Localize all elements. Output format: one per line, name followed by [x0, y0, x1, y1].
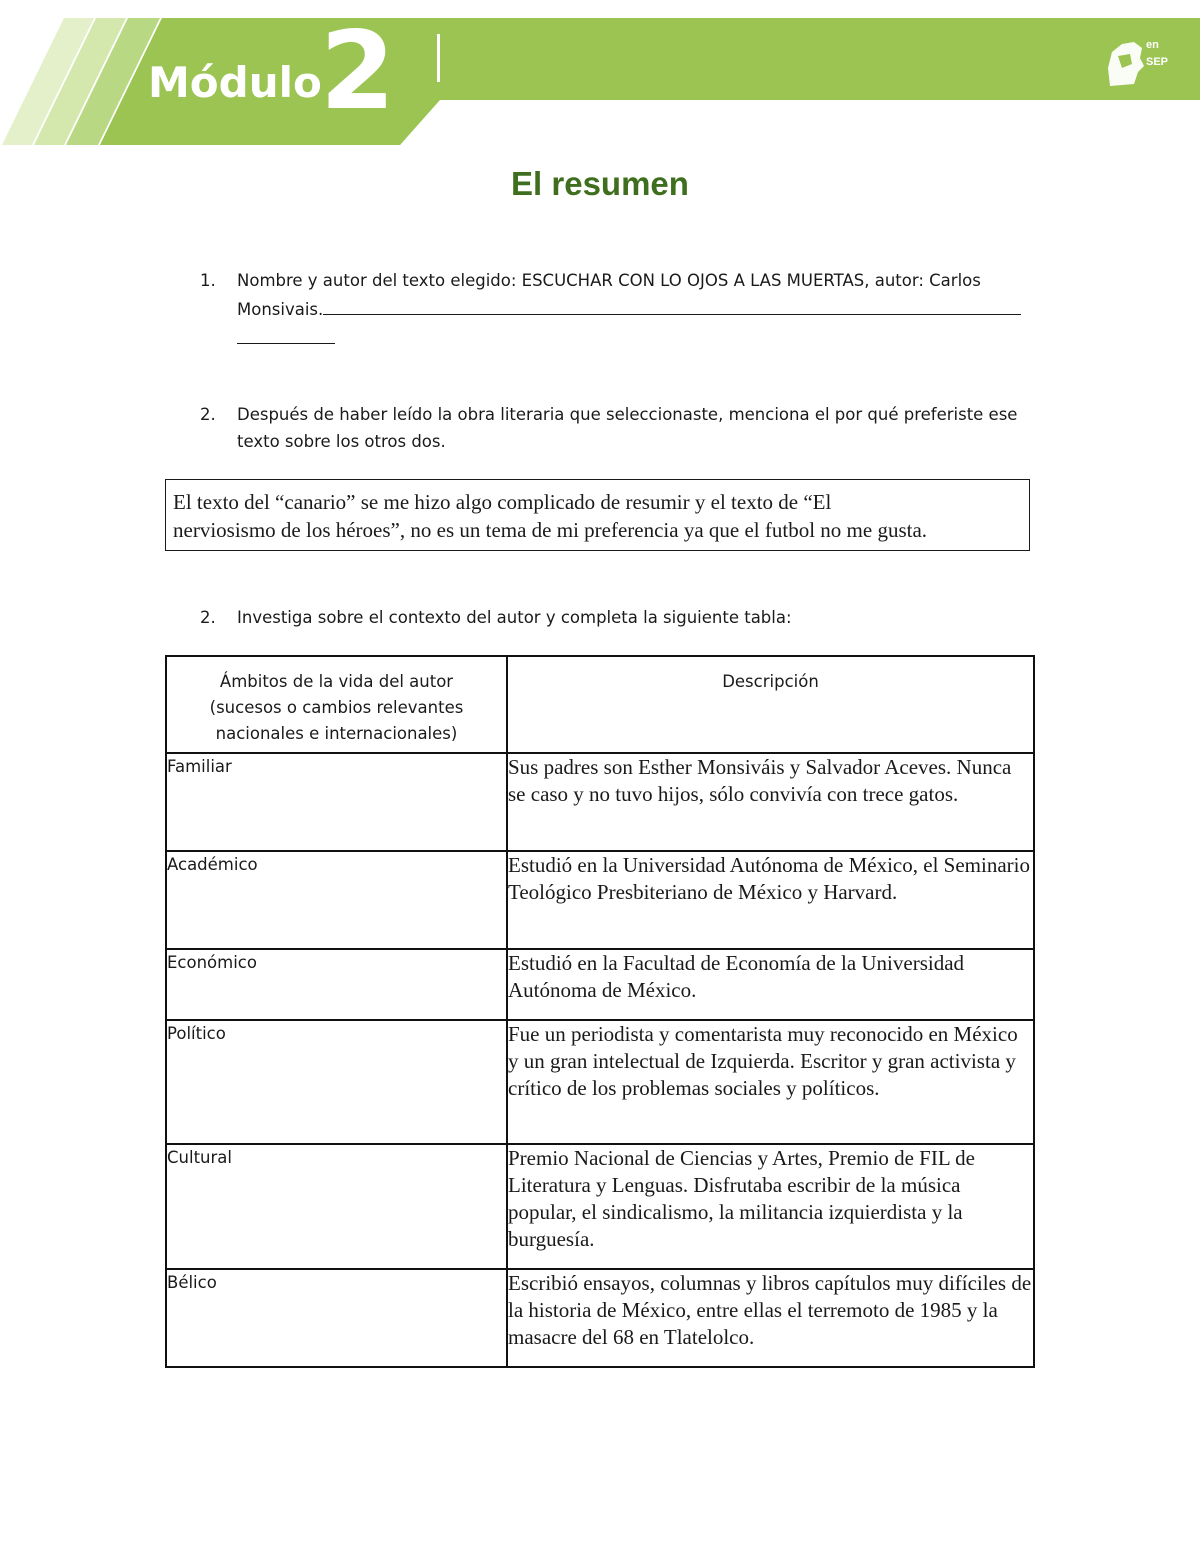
question-2-number: 2. [200, 405, 216, 424]
question-3 [200, 604, 1040, 631]
table-cell-category: Cultural [166, 1144, 507, 1269]
answer-underline-2 [237, 323, 335, 344]
answer-box [165, 479, 1030, 551]
table-row [166, 1269, 1034, 1367]
module-label: Módulo [148, 58, 322, 107]
table-cell-description: Estudió en la Universidad Autónoma de México, el Seminario Teológico Presbiteriano de México y Harvard. [507, 851, 1034, 949]
question-2 [200, 401, 1035, 455]
table-row [166, 949, 1034, 1020]
table-cell-description: Sus padres son Esther Monsiváis y Salvador Aceves. Nunca se caso y no tuvo hijos, sólo convivía con trece gatos. [507, 753, 1034, 851]
table-header-descripcion: Descripción [507, 656, 1034, 753]
table-header-row [166, 656, 1034, 753]
author-context-table [165, 655, 1035, 1368]
question-1-number: 1. [200, 271, 216, 290]
header-right-band [436, 18, 1200, 100]
question-3-text: Investiga sobre el contexto del autor y completa la siguiente tabla: [237, 608, 792, 627]
table-cell-description: Estudió en la Facultad de Economía de la Universidad Autónoma de México. [507, 949, 1034, 1020]
question-3-number: 2. [200, 608, 216, 627]
answer-line-1: El texto del “canario” se me hizo algo complicado de resumir y el texto de “El [173, 490, 832, 514]
answer-underline [323, 294, 1021, 315]
table-cell-description: Premio Nacional de Ciencias y Artes, Premio de FIL de Literatura y Lenguas. Disfrutaba escribir de la música popular, el sindicalismo, la militancia izquierdista y la burguesía. [507, 1144, 1034, 1269]
table-row [166, 851, 1034, 949]
table-cell-category: Familiar [166, 753, 507, 851]
question-1-text: Nombre y autor del texto elegido: ESCUCHAR CON LO OJOS A LAS MUERTAS, autor: Carlos Monsivais. [237, 271, 981, 319]
answer-line-2: nerviosismo de los héroes”, no es un tema de mi preferencia ya que el futbol no me gusta. [173, 518, 928, 542]
table-row [166, 753, 1034, 851]
table-cell-category: Político [166, 1020, 507, 1144]
table-cell-category: Académico [166, 851, 507, 949]
table-row [166, 1020, 1034, 1144]
question-2-text: Después de haber leído la obra literaria que seleccionaste, menciona el por qué preferiste ese texto sobre los otros dos. [237, 405, 1018, 451]
table-cell-description: Fue un periodista y comentarista muy reconocido en México y un gran intelectual de Izquierda. Escritor y gran activista y crítico de los problemas sociales y políticos. [507, 1020, 1034, 1144]
header-divider [437, 34, 440, 82]
table-header-ambitos: Ámbitos de la vida del autor (sucesos o cambios relevantes nacionales e internacionales) [166, 656, 507, 753]
table-cell-category: Bélico [166, 1269, 507, 1367]
table-row [166, 1144, 1034, 1269]
table-cell-category: Económico [166, 949, 507, 1020]
question-1 [200, 267, 1040, 352]
page-title: El resumen [511, 165, 689, 202]
table-cell-description: Escribió ensayos, columnas y libros capítulos muy difíciles de la historia de México, entre ellas el terremoto de 1985 y la masacre del 68 en Tlatelolco. [507, 1269, 1034, 1367]
module-number: 2 [320, 9, 396, 134]
logo-text: en SEP [1146, 39, 1169, 68]
